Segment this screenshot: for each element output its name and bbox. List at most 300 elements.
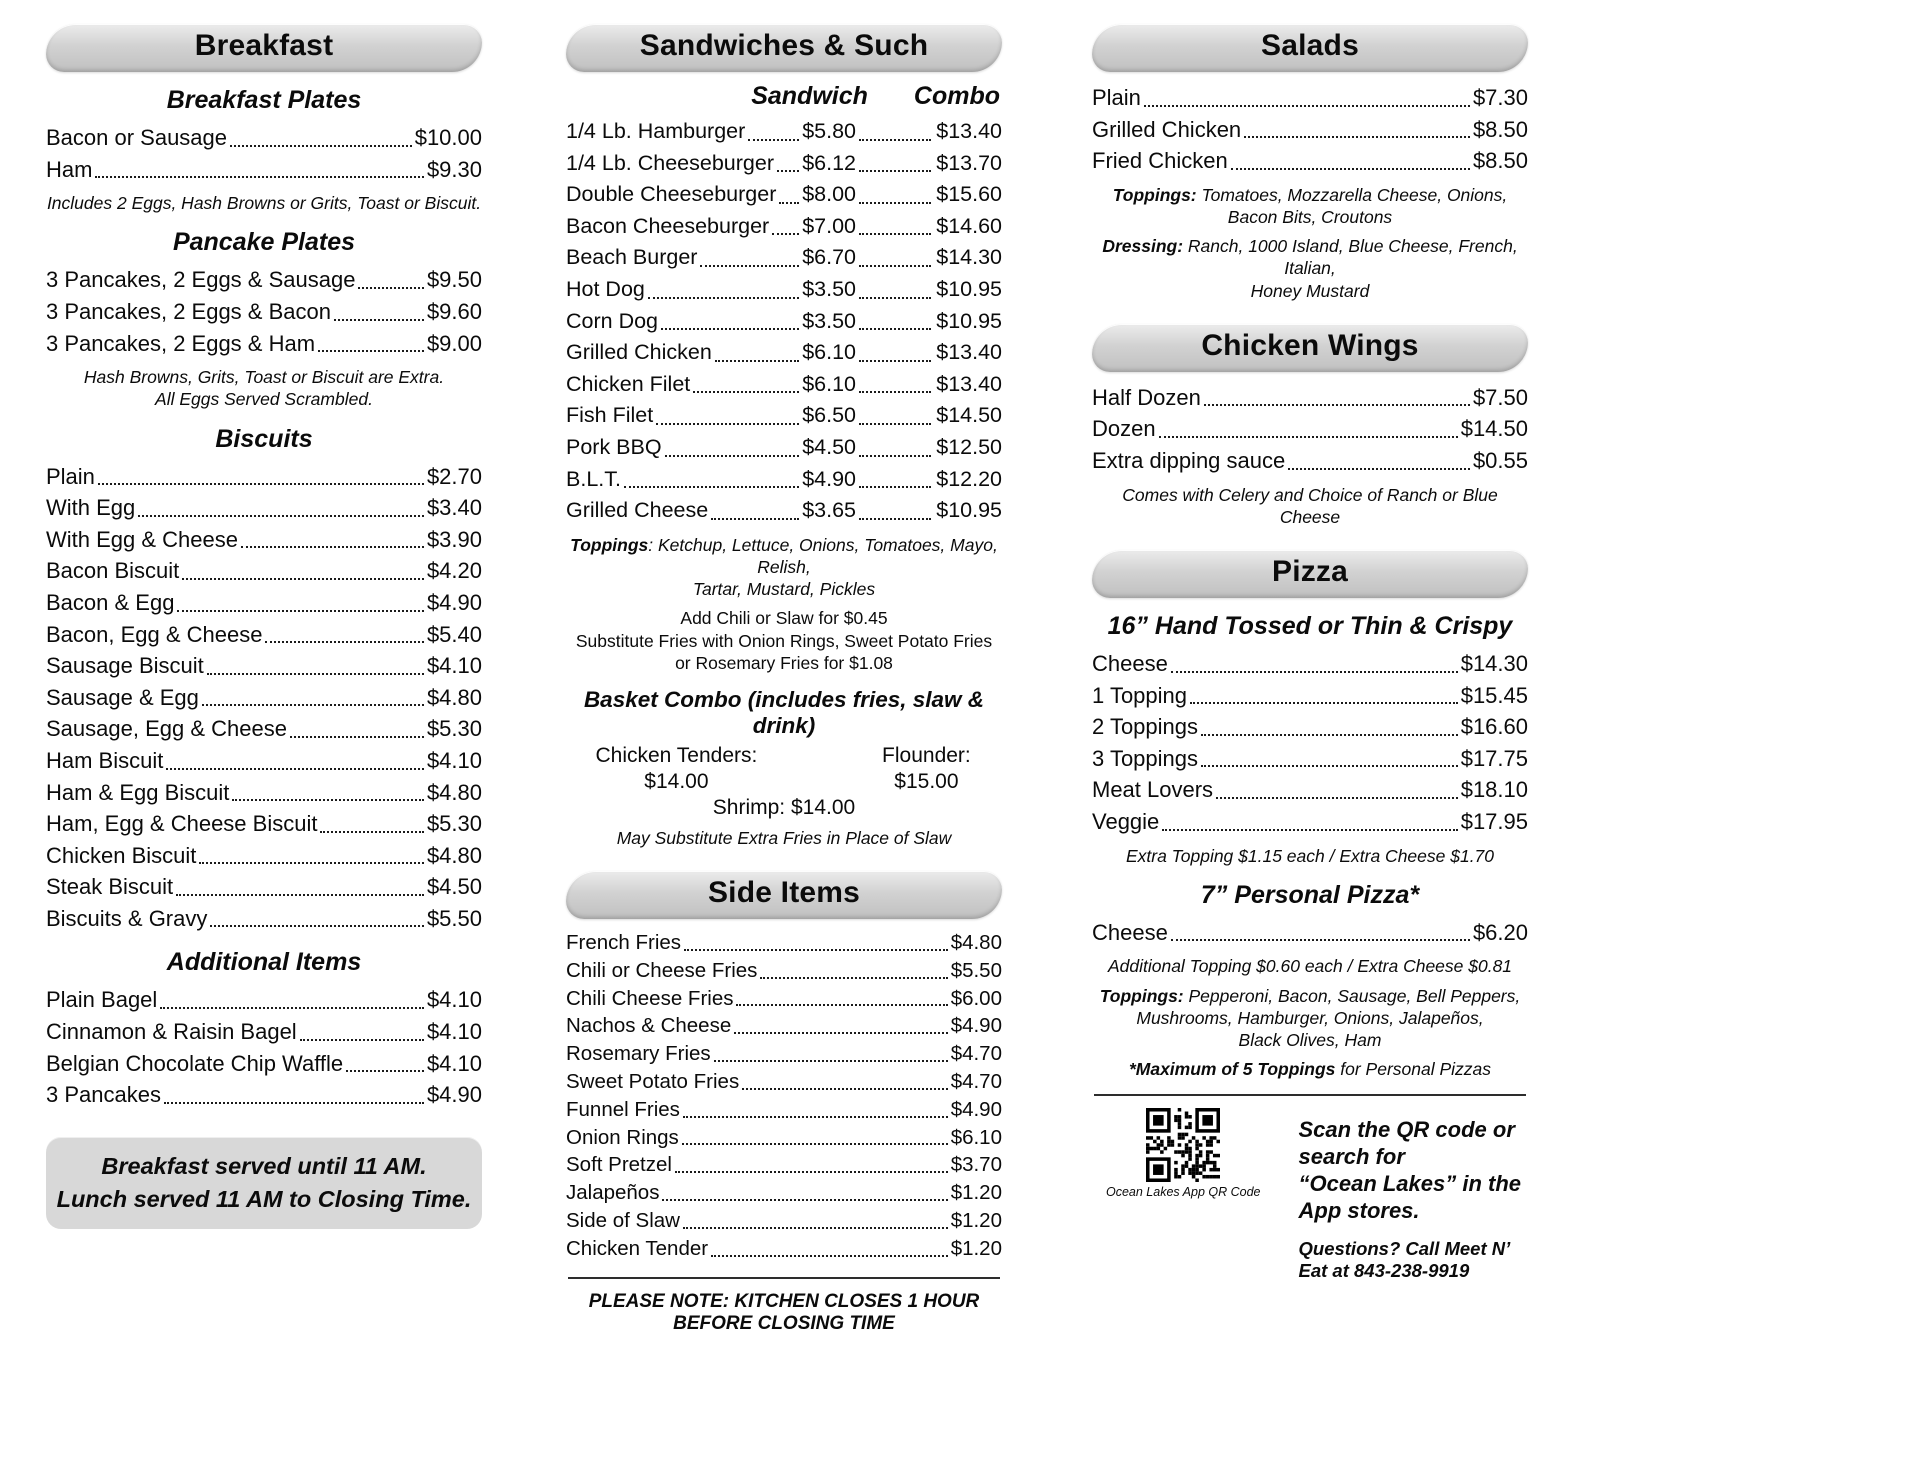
dotted-leader — [290, 736, 424, 738]
dotted-leader — [1190, 702, 1458, 704]
note-text: Substitute Fries with Onion Rings, Sweet Potato Fries — [575, 630, 993, 651]
qr-block — [1092, 1108, 1528, 1282]
item-name: Veggie — [1092, 808, 1160, 834]
item-price: $9.30 — [426, 156, 482, 182]
item-name: Plain — [46, 463, 95, 489]
menu-item-row — [1092, 445, 1528, 477]
combo-price: $10.95 — [936, 276, 1002, 301]
menu-item-row — [566, 369, 1002, 401]
section-subheader: Breakfast Plates — [166, 86, 362, 114]
dotted-leader — [320, 831, 423, 833]
item-name: With Egg — [46, 495, 136, 521]
item-price: $4.10 — [426, 653, 482, 679]
combo-item-tenders: Chicken Tenders: $14.00 — [595, 743, 758, 793]
item-name: Fish Filet — [566, 403, 654, 428]
kitchen-closing-note: PLEASE NOTE: KITCHEN CLOSES 1 HOUR BEFORE CLOSING TIME — [588, 1290, 980, 1334]
section-title: Side Items — [707, 875, 861, 909]
dotted-leader — [1171, 939, 1470, 941]
note-line — [1092, 184, 1528, 206]
item-price: $4.80 — [426, 779, 482, 805]
section-banner — [1092, 550, 1528, 598]
note-text: Tartar, Mustard, Pickles — [692, 579, 876, 600]
menu-item-list-two-price — [566, 116, 1002, 527]
item-price: $6.00 — [950, 986, 1002, 1010]
item-price: $4.80 — [426, 842, 482, 868]
item-name: Bacon Biscuit — [46, 558, 180, 584]
item-price: $4.90 — [426, 589, 482, 615]
item-price: $4.10 — [426, 747, 482, 773]
menu-item-row — [46, 296, 482, 328]
item-price: $10.00 — [414, 125, 482, 150]
dotted-leader — [210, 925, 424, 927]
menu-item-row — [1092, 917, 1528, 949]
item-price: $9.60 — [426, 298, 482, 324]
sandwich-price: $3.65 — [802, 498, 856, 523]
combo-price: $10.95 — [936, 308, 1002, 333]
item-name: Cinnamon & Raisin Bagel — [46, 1019, 297, 1045]
item-name: Funnel Fries — [566, 1097, 680, 1121]
dotted-leader — [1244, 136, 1470, 138]
note-line — [1092, 235, 1528, 279]
serving-hours-line: Lunch served 11 AM to Closing Time. — [56, 1185, 472, 1212]
menu-note — [46, 192, 482, 214]
sandwich-price: $8.00 — [802, 182, 856, 207]
menu-note — [1092, 1058, 1528, 1080]
menu-item-list — [1092, 917, 1528, 949]
note-line — [1092, 1029, 1528, 1051]
menu-item-row — [46, 713, 482, 745]
menu-item-row — [566, 1151, 1002, 1179]
menu-item-list — [1092, 648, 1528, 838]
note-line — [1092, 955, 1528, 977]
menu-item-row — [46, 745, 482, 777]
dotted-leader — [1162, 829, 1457, 831]
item-price: $5.30 — [426, 811, 482, 837]
section-banner — [566, 24, 1002, 72]
note-line — [1092, 280, 1528, 302]
item-name: Onion Rings — [566, 1125, 679, 1149]
menu-column-1 — [46, 24, 482, 1229]
item-name: Meat Lovers — [1092, 777, 1214, 803]
menu-item-row — [46, 461, 482, 493]
item-name: Cheese — [1092, 919, 1168, 945]
section-subheader: 16” Hand Tossed or Thin & Crispy — [1107, 611, 1513, 640]
item-price: $4.20 — [426, 558, 482, 584]
menu-item-row — [566, 464, 1002, 496]
item-price: $3.70 — [950, 1153, 1002, 1177]
item-price: $9.50 — [426, 267, 482, 293]
item-price: $4.70 — [950, 1069, 1002, 1093]
menu-item-row — [46, 328, 482, 360]
dotted-leader — [358, 287, 424, 289]
item-name: 3 Pancakes, 2 Eggs & Sausage — [46, 267, 356, 293]
sandwich-column-header: Sandwich — [751, 82, 868, 110]
menu-item-row — [1092, 806, 1528, 838]
menu-item-row — [566, 337, 1002, 369]
section-title: Pizza — [1271, 554, 1349, 588]
sandwich-price: $6.70 — [802, 245, 856, 270]
combo-price: $14.30 — [936, 245, 1002, 270]
menu-note — [1092, 184, 1528, 228]
menu-item-row — [566, 1124, 1002, 1152]
item-price: $4.90 — [950, 1014, 1002, 1038]
dotted-leader — [230, 145, 412, 147]
sandwich-price: $5.80 — [802, 119, 856, 143]
section-subheader: Additional Items — [166, 948, 362, 977]
menu-item-row — [566, 179, 1002, 211]
menu-column-3 — [1092, 24, 1528, 1282]
item-name: Jalapeños — [566, 1181, 660, 1205]
note-line — [566, 578, 1002, 600]
note-line — [1092, 1058, 1528, 1080]
dotted-leader — [700, 265, 799, 267]
item-name: Belgian Chocolate Chip Waffle — [46, 1050, 344, 1076]
menu-item-list — [46, 264, 482, 359]
menu-item-row — [1092, 114, 1528, 146]
menu-item-row — [46, 808, 482, 840]
menu-item-row — [46, 903, 482, 935]
menu-item-row — [566, 211, 1002, 243]
section-title: Chicken Wings — [1201, 328, 1419, 362]
note-line — [46, 366, 482, 388]
dotted-leader — [207, 673, 424, 675]
dotted-leader — [661, 328, 799, 330]
dotted-leader — [662, 1199, 947, 1201]
combo-price: $15.60 — [936, 182, 1002, 207]
menu-item-list — [46, 984, 482, 1110]
sandwich-price: $4.90 — [802, 466, 856, 491]
dotted-leader — [736, 1004, 947, 1006]
item-name: 1 Topping — [1092, 682, 1188, 708]
item-name: Rosemary Fries — [566, 1042, 711, 1066]
item-name: Sausage & Egg — [46, 684, 199, 710]
note-text: Includes 2 Eggs, Hash Browns or Grits, Toast or Biscuit. — [46, 193, 482, 214]
item-name: Ham Biscuit — [46, 747, 164, 773]
item-name: Half Dozen — [1092, 384, 1201, 410]
menu-item-row — [566, 274, 1002, 306]
menu-item-row — [1092, 82, 1528, 114]
dotted-leader — [318, 350, 424, 352]
item-name: Plain — [1092, 85, 1141, 110]
dotted-leader — [1288, 468, 1470, 470]
dotted-leader — [1144, 105, 1470, 107]
dotted-leader — [176, 894, 424, 896]
item-price: $17.75 — [1460, 745, 1528, 771]
combo-item-flounder: Flounder: $15.00 — [882, 743, 971, 793]
basket-combo-title: Basket Combo (includes fries, slaw & drink) — [583, 686, 985, 738]
item-name: Ham — [46, 156, 93, 182]
menu-note — [46, 366, 482, 410]
item-price: $4.10 — [426, 1019, 482, 1045]
sandwich-price: $6.10 — [802, 371, 856, 396]
dotted-leader — [734, 1032, 947, 1034]
item-price: $3.40 — [426, 495, 482, 521]
divider-rule — [1094, 1094, 1526, 1096]
item-name: Bacon Cheeseburger — [566, 213, 770, 238]
dotted-leader — [683, 1116, 948, 1118]
sandwich-price: $4.50 — [802, 434, 856, 459]
dotted-leader — [711, 518, 799, 520]
menu-item-row — [46, 840, 482, 872]
note-text: Comes with Celery and Choice of Ranch or Blue Cheese — [1122, 484, 1498, 527]
note-bold-prefix: Toppings: — [1099, 985, 1184, 1006]
menu-item-row — [566, 1179, 1002, 1207]
menu-item-row — [566, 306, 1002, 338]
note-text: Pepperoni, Bacon, Sausage, Bell Peppers, — [1183, 985, 1521, 1006]
dotted-leader — [748, 139, 799, 141]
menu-item-row — [566, 1096, 1002, 1124]
menu-item-list — [1092, 82, 1528, 177]
dotted-leader — [202, 704, 424, 706]
item-name: 2 Toppings — [1092, 714, 1199, 740]
dotted-leader — [682, 1143, 948, 1145]
item-name: Double Cheeseburger — [566, 182, 777, 207]
dotted-leader — [859, 455, 931, 457]
serving-hours-box — [46, 1137, 482, 1229]
basket-combo-block — [566, 687, 1002, 849]
item-name: Bacon or Sausage — [46, 125, 228, 150]
menu-item-row — [46, 122, 482, 154]
app-info — [1299, 1108, 1529, 1282]
dotted-leader — [859, 328, 931, 330]
dotted-leader — [859, 360, 931, 362]
item-price: $14.30 — [1460, 650, 1528, 676]
menu-item-row — [566, 929, 1002, 957]
dotted-leader — [648, 297, 799, 299]
item-name: 1/4 Lb. Hamburger — [566, 119, 746, 143]
menu-item-row — [566, 400, 1002, 432]
menu-item-row — [1092, 648, 1528, 680]
item-price: $15.45 — [1460, 682, 1528, 708]
menu-item-row — [46, 492, 482, 524]
item-name: Sausage Biscuit — [46, 653, 204, 679]
menu-item-row — [46, 619, 482, 651]
item-name: Soft Pretzel — [566, 1153, 672, 1177]
item-price: $16.60 — [1460, 714, 1528, 740]
dotted-leader — [656, 423, 799, 425]
item-price: $4.90 — [426, 1082, 482, 1108]
price-column-headers — [566, 82, 1002, 111]
item-name: Biscuits & Gravy — [46, 905, 208, 931]
menu-note — [1092, 235, 1528, 302]
dotted-leader — [624, 486, 799, 488]
item-name: French Fries — [566, 930, 682, 954]
qr-code — [1146, 1108, 1220, 1182]
item-price: $5.30 — [426, 716, 482, 742]
note-line — [566, 652, 1002, 674]
menu-item-row — [566, 116, 1002, 148]
note-text: for Personal Pizzas — [1335, 1059, 1492, 1080]
item-name: Dozen — [1092, 416, 1156, 442]
serving-hours-line: Breakfast served until 11 AM. — [101, 1152, 427, 1179]
dotted-leader — [95, 176, 423, 178]
menu-item-row — [566, 495, 1002, 527]
item-name: Hot Dog — [566, 276, 645, 301]
note-bold-prefix: Dressing: — [1102, 236, 1184, 257]
menu-item-list — [1092, 382, 1528, 477]
item-price: $5.50 — [950, 958, 1002, 982]
menu-item-row — [46, 871, 482, 903]
item-price: $8.50 — [1472, 148, 1528, 174]
item-price: $4.80 — [426, 684, 482, 710]
note-text: All Eggs Served Scrambled. — [155, 389, 373, 410]
note-line — [46, 388, 482, 410]
section-banner — [566, 871, 1002, 919]
item-name: Ham, Egg & Cheese Biscuit — [46, 811, 318, 837]
menu-item-list — [566, 929, 1002, 1263]
note-text: Additional Topping $0.60 each / Extra Cheese $0.81 — [1107, 956, 1513, 977]
item-name: Extra dipping sauce — [1092, 447, 1286, 473]
combo-column-header: Combo — [913, 82, 1000, 110]
menu-item-row — [1092, 382, 1528, 414]
combo-price: $14.50 — [936, 403, 1002, 428]
item-price: $3.90 — [426, 526, 482, 552]
menu-item-row — [566, 985, 1002, 1013]
dotted-leader — [711, 1255, 948, 1257]
section-banner — [1092, 324, 1528, 372]
dotted-leader — [199, 862, 424, 864]
item-name: Pork BBQ — [566, 434, 662, 459]
menu-item-row — [46, 1016, 482, 1048]
menu-note — [566, 534, 1002, 601]
dotted-leader — [98, 483, 424, 485]
note-line — [46, 192, 482, 214]
dotted-leader — [714, 1060, 948, 1062]
item-price: $4.10 — [426, 1050, 482, 1076]
dotted-leader — [346, 1070, 424, 1072]
dotted-leader — [859, 297, 931, 299]
item-name: 3 Pancakes, 2 Eggs & Ham — [46, 330, 316, 356]
menu-item-row — [566, 148, 1002, 180]
menu-item-row — [1092, 774, 1528, 806]
dotted-leader — [859, 518, 931, 520]
item-name: Corn Dog — [566, 308, 659, 333]
item-name: Beach Burger — [566, 245, 698, 270]
section-title: Sandwiches & Such — [639, 29, 929, 62]
note-text: Black Olives, Ham — [1238, 1029, 1382, 1050]
menu-item-row — [566, 1040, 1002, 1068]
app-info-line: Scan the QR code or search for — [1298, 1117, 1515, 1170]
menu-item-list — [46, 122, 482, 185]
dotted-leader — [166, 768, 424, 770]
dotted-leader — [683, 1227, 948, 1229]
sandwich-price: $3.50 — [802, 276, 856, 301]
menu-note — [566, 607, 1002, 674]
dotted-leader — [772, 233, 799, 235]
section-subheader: Pancake Plates — [172, 228, 356, 257]
combo-price: $10.95 — [936, 498, 1002, 523]
menu-item-row — [566, 957, 1002, 985]
item-name: Grilled Cheese — [566, 498, 709, 523]
dotted-leader — [675, 1171, 948, 1173]
item-price: $8.50 — [1472, 116, 1528, 142]
item-price: $7.50 — [1472, 384, 1528, 410]
qr-code-area — [1106, 1108, 1261, 1199]
note-line — [1092, 1007, 1528, 1029]
item-name: Fried Chicken — [1092, 148, 1228, 174]
item-price: $6.20 — [1472, 919, 1528, 945]
note-text: Hash Browns, Grits, Toast or Biscuit are Extra. — [83, 367, 445, 388]
dotted-leader — [160, 1007, 424, 1009]
combo-price: $12.20 — [936, 466, 1002, 491]
item-price: $4.10 — [426, 987, 482, 1013]
menu-item-row — [566, 1235, 1002, 1263]
dotted-leader — [665, 455, 800, 457]
combo-price: $13.70 — [936, 150, 1002, 175]
section-banner — [1092, 24, 1528, 72]
item-price: $4.80 — [950, 930, 1002, 954]
dotted-leader — [779, 202, 799, 204]
note-text: : Ketchup, Lettuce, Onions, Tomatoes, Mayo, Relish, — [648, 534, 998, 577]
item-name: Sweet Potato Fries — [566, 1069, 740, 1093]
item-name: Grilled Chicken — [1092, 116, 1242, 142]
dotted-leader — [1201, 734, 1458, 736]
dotted-leader — [334, 319, 424, 321]
qr-caption: Ocean Lakes App QR Code — [1106, 1185, 1261, 1200]
item-name: Grilled Chicken — [566, 340, 712, 365]
dotted-leader — [760, 977, 947, 979]
item-price: $0.55 — [1472, 447, 1528, 473]
item-price: $1.20 — [950, 1181, 1002, 1205]
note-bold-prefix: Toppings — [570, 534, 649, 555]
note-line — [1092, 985, 1528, 1007]
dotted-leader — [177, 610, 424, 612]
dotted-leader — [684, 949, 948, 951]
item-name: Nachos & Cheese — [566, 1014, 732, 1038]
item-name: Chili Cheese Fries — [566, 986, 734, 1010]
menu-item-row — [46, 1048, 482, 1080]
note-line — [1092, 845, 1528, 867]
dotted-leader — [182, 578, 424, 580]
menu-item-row — [1092, 145, 1528, 177]
combo-price: $13.40 — [936, 119, 1002, 143]
dotted-leader — [859, 391, 931, 393]
basket-combo-pair — [566, 743, 1002, 795]
menu-item-row — [46, 984, 482, 1016]
note-text: Extra Topping $1.15 each / Extra Cheese $1.70 — [1125, 845, 1495, 866]
item-name: With Egg & Cheese — [46, 526, 238, 552]
combo-price: $13.40 — [936, 340, 1002, 365]
note-text: Mushrooms, Hamburger, Onions, Jalapeños, — [1136, 1007, 1484, 1028]
section-subheader: Biscuits — [215, 424, 313, 453]
combo-price: $13.40 — [936, 371, 1002, 396]
menu-note — [1092, 955, 1528, 977]
note-bold-prefix: *Maximum of 5 Toppings — [1128, 1059, 1336, 1080]
dotted-leader — [300, 1039, 424, 1041]
phone-note: Questions? Call Meet N’ Eat at 843-238-9919 — [1298, 1238, 1510, 1282]
menu-note — [1092, 985, 1528, 1052]
menu-item-row — [46, 777, 482, 809]
note-line — [1092, 206, 1528, 228]
dotted-leader — [859, 233, 931, 235]
item-name: Side of Slaw — [566, 1208, 680, 1232]
menu-item-row — [566, 1068, 1002, 1096]
dotted-leader — [859, 170, 931, 172]
menu-item-row — [1092, 413, 1528, 445]
item-name: Chicken Biscuit — [46, 842, 197, 868]
dotted-leader — [1171, 671, 1458, 673]
item-name: Cheese — [1092, 650, 1168, 676]
dotted-leader — [859, 486, 931, 488]
menu-item-row — [1092, 711, 1528, 743]
note-line — [566, 607, 1002, 629]
item-price: $1.20 — [950, 1236, 1002, 1260]
note-text: or Rosemary Fries for $1.08 — [675, 652, 893, 673]
menu-item-row — [1092, 743, 1528, 775]
dotted-leader — [859, 202, 931, 204]
menu-item-row — [1092, 680, 1528, 712]
item-price: $7.30 — [1472, 85, 1528, 110]
